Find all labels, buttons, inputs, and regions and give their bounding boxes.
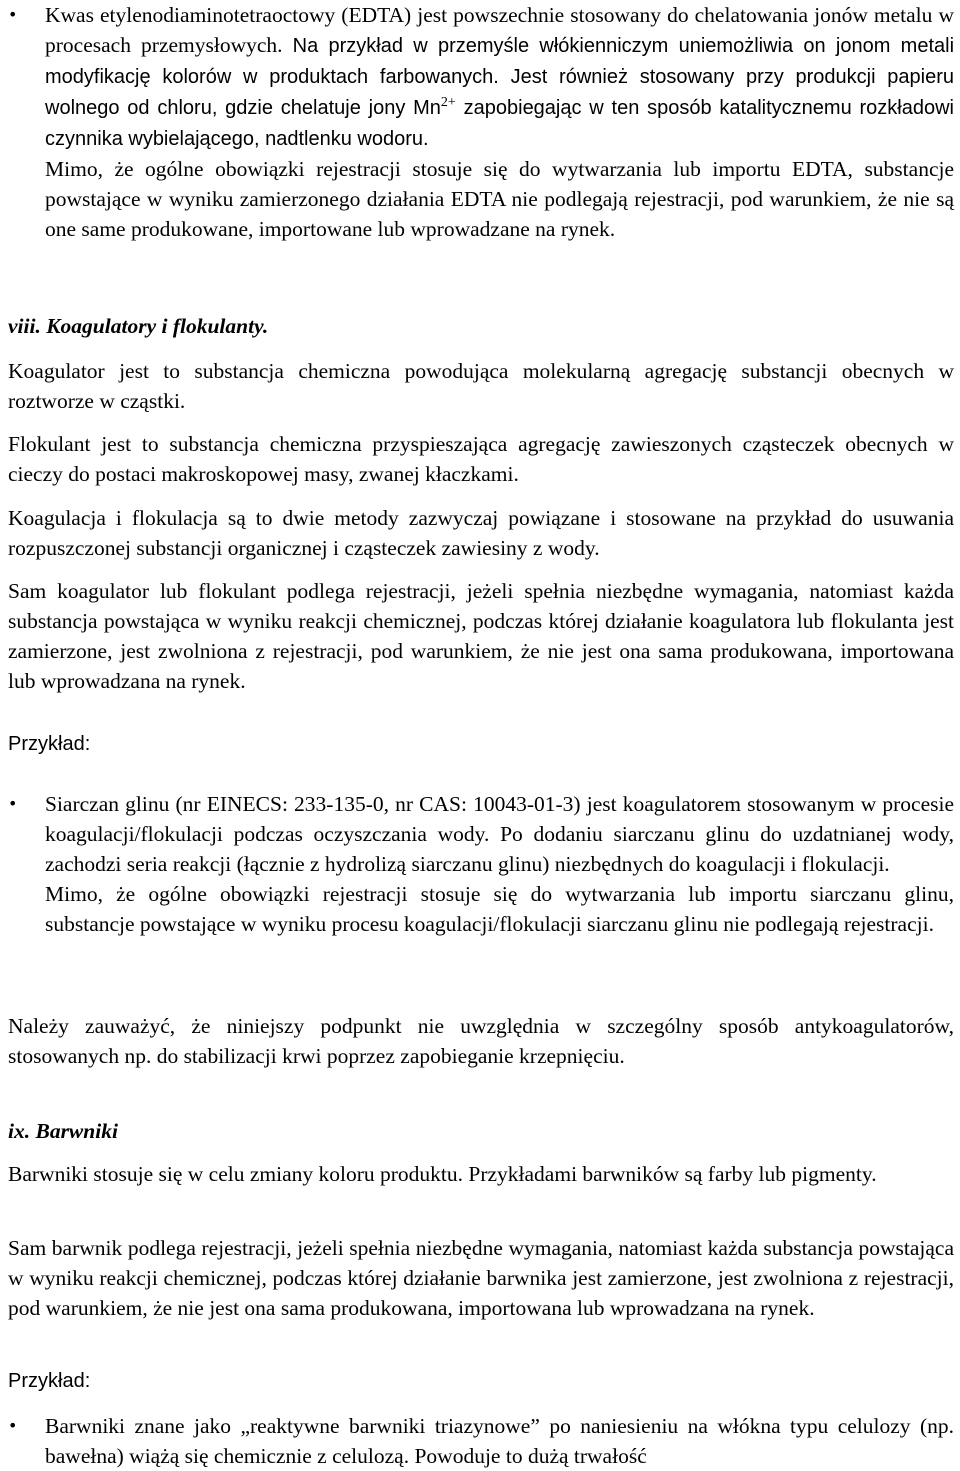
edta-text-c: zapobiegając w ten sposób katalitycznemu rozkładowi czynnika wybielającego, nadtlenku wodoru. bbox=[45, 97, 954, 150]
paragraph-sam-barwnik bbox=[8, 1233, 954, 1323]
edta-paragraph-1 bbox=[45, 0, 954, 154]
paragraph-barwniki bbox=[8, 1159, 954, 1189]
paragraph-flokulant bbox=[8, 429, 954, 489]
section-heading-viii bbox=[8, 311, 954, 341]
list-item-body bbox=[45, 1411, 954, 1471]
list-item-siarczan bbox=[8, 789, 954, 939]
paragraph-text: Sam barwnik podlega rejestracji, jeżeli spełnia niezbędne wymagania, natomiast każda substancja powstająca w wyniku reakcji chemicznej, podczas której działanie barwnika jest zamierzone, jest zwolniona z rejestracji, pod warunkiem, że nie jest ona sama produkowana, importowana lub wprowadzana na rynek. bbox=[8, 1236, 954, 1320]
paragraph-sam-koagulator bbox=[8, 576, 954, 696]
paragraph-text: Koagulator jest to substancja chemiczna powodująca molekularną agregację substancji obecnych w roztworze w cząstki. bbox=[8, 359, 954, 413]
paragraph-text: Koagulacja i flokulacja są to dwie metody zazwyczaj powiązane i stosowane na przykład do usuwania rozpuszczonej substancji organicznej i cząsteczek zawiesiny z wody. bbox=[8, 506, 954, 560]
reaktywne-paragraph: Barwniki znane jako „reaktywne barwniki triazynowe” po naniesieniu na włókna typu celulozy (np. bawełna) wiążą się chemicznie z celulozą. Powoduje to dużą trwałość bbox=[45, 1414, 954, 1468]
list-item-reaktywne bbox=[8, 1411, 954, 1471]
example-label-ix bbox=[8, 1366, 954, 1396]
list-item-body bbox=[45, 789, 954, 939]
bullet-icon: • bbox=[8, 1416, 18, 1435]
paragraph-text: Należy zauważyć, że niniejszy podpunkt nie uwzględnia w szczególny sposób antykoagulatorów, stosowanych np. do stabilizacji krwi poprzez zapobieganie krzepnięciu. bbox=[8, 1014, 954, 1068]
edta-text-a: Kwas etylenodiaminotetraoctowy (EDTA) jest powszechnie stosowany do chelatowania jonów metalu w procesach przemysłowych. bbox=[45, 3, 954, 57]
paragraph-text: Flokulant jest to substancja chemiczna przyspieszająca agregację zawieszonych cząsteczek obecnych w cieczy do postaci makroskopowej masy, zwanej kłaczkami. bbox=[8, 432, 954, 486]
siarczan-paragraph-2: Mimo, że ogólne obowiązki rejestracji stosuje się do wytwarzania lub importu siarczanu glinu, substancje powstające w wyniku procesu koagulacji/flokulacji siarczanu glinu nie podlegają rejestracji. bbox=[45, 882, 954, 936]
heading-viii: viii. Koagulatory i flokulanty. bbox=[8, 314, 269, 338]
paragraph-text: Barwniki stosuje się w celu zmiany koloru produktu. Przykładami barwników są farby lub pigmenty. bbox=[8, 1162, 877, 1186]
example-label: Przykład: bbox=[8, 1370, 91, 1392]
example-label-viii bbox=[8, 729, 954, 759]
edta-paragraph-2: Mimo, że ogólne obowiązki rejestracji stosuje się do wytwarzania lub importu EDTA, substancje powstające w wyniku zamierzonego działania EDTA nie podlegają rejestracji, pod warunkiem, że nie są one same produkowane, importowane lub wprowadzane na rynek. bbox=[45, 157, 954, 241]
paragraph-koagulacja bbox=[8, 503, 954, 563]
list-item-body bbox=[45, 0, 954, 244]
section-heading-ix bbox=[8, 1116, 954, 1146]
bullet-icon: • bbox=[8, 794, 18, 813]
paragraph-text: Sam koagulator lub flokulant podlega rejestracji, jeżeli spełnia niezbędne wymagania, natomiast każda substancja powstająca w wyniku reakcji chemicznej, podczas której działanie koagulatora lub flokulanta jest zamierzone, jest zwolniona z rejestracji, pod warunkiem, że nie jest ona sama produkowana, importowana lub wprowadzana na rynek. bbox=[8, 579, 954, 693]
siarczan-paragraph-1: Siarczan glinu (nr EINECS: 233-135-0, nr CAS: 10043-01-3) jest koagulatorem stosowanym w procesie koagulacji/flokulacji podczas oczyszczania wody. Po dodaniu siarczanu glinu do uzdatnianej wody, zachodzi seria reakcji (łącznie z hydrolizą siarczanu glinu) niezbędnych do koagulacji i flokulacji. bbox=[45, 792, 954, 876]
edta-text-b: Na przykład w przemyśle włókienniczym uniemożliwia on jonom metali modyfikację kolorów w produktach farbowanych. Jest również stosowany przy produkcji papieru wolnego od chloru, gdzie chelatuje jony Mn bbox=[45, 35, 955, 119]
paragraph-note bbox=[8, 1011, 954, 1071]
bullet-icon: • bbox=[8, 5, 18, 24]
paragraph-koagulator bbox=[8, 356, 954, 416]
example-label: Przykład: bbox=[8, 733, 91, 755]
heading-ix: ix. Barwniki bbox=[8, 1119, 118, 1143]
list-item-edta bbox=[8, 0, 954, 244]
superscript-2plus: 2+ bbox=[440, 95, 456, 110]
